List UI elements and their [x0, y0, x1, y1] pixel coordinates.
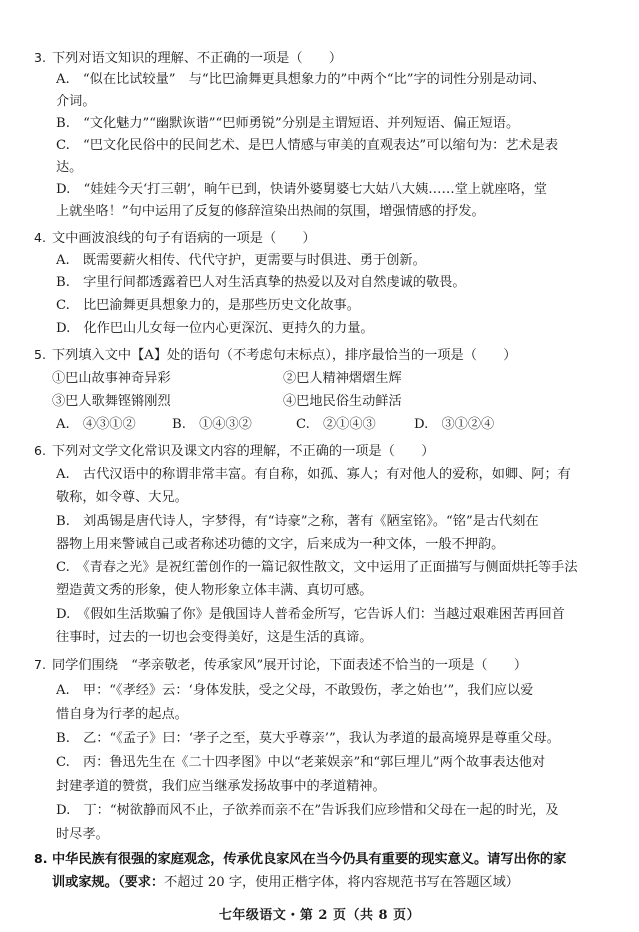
option-b: B. 字里行间都透露着巴人对生活真挚的热爱以及对自然虔诚的敬畏。: [56, 275, 466, 290]
question-number: 6.: [34, 443, 46, 458]
option-a: A. “似在比试较量” 与“比巴渝舞更具想象力的”中两个“比”字的词性分别是动词、: [56, 72, 546, 87]
choice-b: B. ①④③②: [172, 417, 252, 432]
option-b-continued: 器物上用来警诫自己或者称述功德的文字，后来成为一种文体，一般不押韵。: [56, 537, 505, 552]
option-c-continued: 达。: [56, 160, 83, 175]
question-number: 4.: [34, 230, 46, 245]
option-a: A. 古代汉语中的称谓非常丰富。有自称，如孤、寡人；有对他人的爱称，如卿、阿；有: [56, 467, 571, 482]
question-number: 5.: [34, 347, 46, 362]
question-number: 8.: [34, 851, 48, 866]
option-c: C. 比巴渝舞更具想象力的，是那些历史文化故事。: [56, 298, 360, 313]
sentence-item-4: ④巴地民俗生动鲜活: [283, 394, 402, 409]
question-stem: 中华民族有很强的家庭观念，传承优良家风在当今仍具有重要的现实意义。请写出你的家: [52, 852, 567, 867]
requirement-label: 要求：: [124, 875, 165, 890]
option-d: D. “娃娃今天‘打三朝’，晌午已到，快请外婆舅婆七大姑八大姨……堂上就座咯，堂: [56, 182, 547, 197]
option-b: B. 刘禹锡是唐代诗人，字梦得，有“诗豪”之称，著有《陋室铭》。“铭”是古代刻在: [56, 514, 539, 529]
question-stem: 同学们围绕 “孝亲敬老，传承家风”展开讨论，下面表述不恰当的一项是（ ）: [52, 658, 528, 673]
option-d-continued: 时尽孝。: [56, 827, 109, 842]
option-b: B. 乙：“《孟子》曰：‘孝子之至，莫大乎尊亲’”，我认为孝道的最高境界是尊重父母。: [56, 731, 560, 746]
option-c-continued: 封建孝道的赞赏，我们应当继承发扬故事中的孝道精神。: [56, 779, 386, 794]
option-a-continued: 敬称，如令尊、大兄。: [56, 490, 188, 505]
option-c: C. “巴文化民俗中的民间艺术、是巴人情感与审美的直观表达”可以缩句为：艺术是表: [56, 138, 559, 153]
question-stem-continued: [52, 873, 519, 893]
question-stem: 文中画波浪线的句子有语病的一项是（ ）: [52, 231, 316, 246]
option-d: D. 化作巴山儿女每一位内心更深沉、更持久的力量。: [56, 321, 374, 336]
question-stem: 下列对文学文化常识及课文内容的理解，不正确的一项是（ ）: [52, 444, 435, 459]
option-c: C. 丙：鲁迅先生在《二十四孝图》中以“老莱娱亲”和“郭巨埋儿”两个故事表达他对: [56, 755, 546, 770]
sentence-item-3: ③巴人歌舞铿锵刚烈: [52, 394, 171, 409]
option-a: A. 既需要薪火相传、代代守护，更需要与时俱进、勇于创新。: [56, 253, 426, 268]
stem-prefix: 训或家规。（: [52, 875, 125, 890]
choice-a: A. ④③①②: [56, 417, 136, 432]
sentence-item-1: ①巴山故事神奇异彩: [52, 371, 171, 386]
option-d-continued: 往事时，过去的一切也会变得美好，这是生活的真谛。: [56, 630, 373, 645]
option-b: B. “文化魅力”“幽默诙谐”“巴师勇锐”分别是主谓短语、并列短语、偏正短语。: [56, 116, 520, 131]
option-c-continued: 塑造黄文秀的形象，使人物形象立体丰满、真切可感。: [56, 583, 373, 598]
requirement-text: 不超过 20 字，使用正楷字体，将内容规范书写在答题区域）: [164, 875, 519, 890]
page-footer: 七年级语文・第 2 页（共 8 页）: [218, 908, 421, 923]
question-stem: 下列填入文中【A】处的语句（不考虑句末标点），排序最恰当的一项是（ ）: [52, 348, 517, 363]
question-number: 3.: [34, 50, 46, 65]
option-a-continued: 惜自身为行孝的起点。: [56, 707, 188, 722]
option-a-continued: 介词。: [56, 94, 96, 109]
choice-c: C. ②①④③: [296, 417, 376, 432]
option-d: D. 丁：“树欲静而风不止，子欲养而亲不在”告诉我们应珍惜和父母在一起的时光，及: [56, 803, 559, 818]
sentence-item-2: ②巴人精神熠熠生辉: [283, 371, 402, 386]
option-d-continued: 上就坐咯！”句中运用了反复的修辞渲染出热闹的氛围，增强情感的抒发。: [56, 204, 485, 219]
option-a: A. 甲：“《孝经》云：‘身体发肤，受之父母，不敢毁伤，孝之始也’”，我们应以爱: [56, 683, 534, 698]
question-number: 7.: [34, 657, 46, 672]
question-stem: 下列对语文知识的理解、不正确的一项是（ ）: [52, 51, 343, 66]
option-c: C. 《青春之光》是祝红蕾创作的一篇记叙性散文，文中运用了正面描写与侧面烘托等手法: [56, 560, 578, 575]
choice-d: D. ③①②④: [414, 417, 495, 432]
option-d: D. 《假如生活欺骗了你》是俄国诗人普希金所写，它告诉人们：当越过艰难困苦再回首: [56, 607, 565, 622]
